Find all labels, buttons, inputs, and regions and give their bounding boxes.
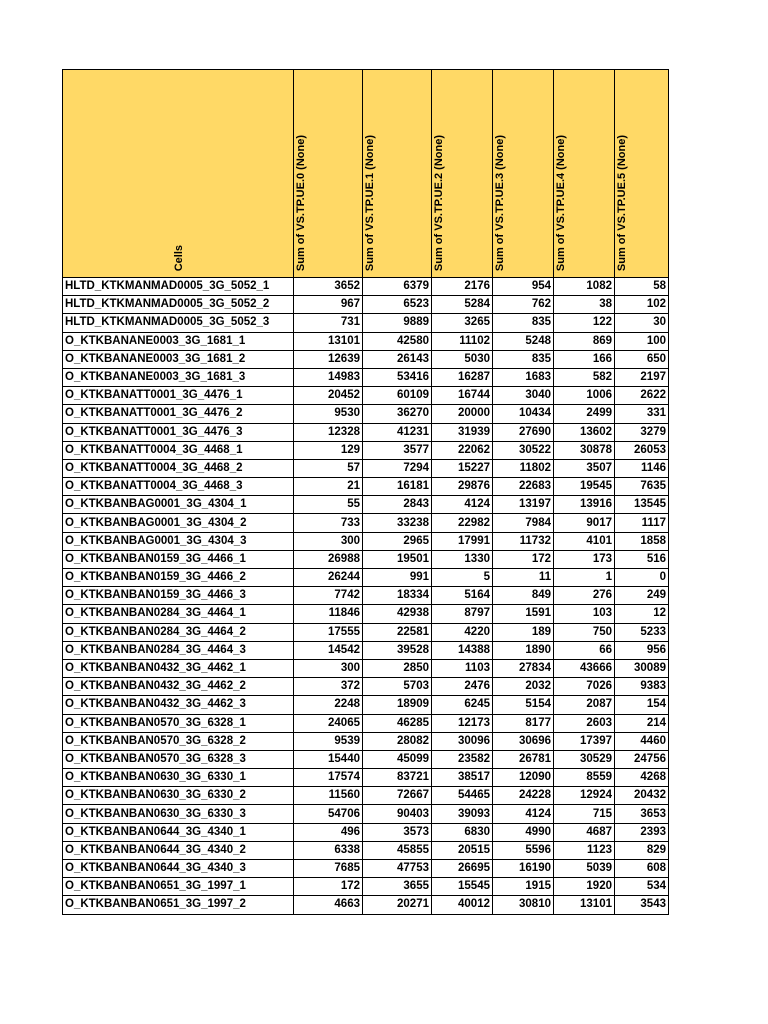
ue4-value: 166 <box>554 350 615 368</box>
ue2-value: 4220 <box>432 623 493 641</box>
ue0-value: 24065 <box>294 714 363 732</box>
ue1-value: 5703 <box>363 678 432 696</box>
ue2-value: 20515 <box>432 841 493 859</box>
ue4-value: 3507 <box>554 459 615 477</box>
cell-name: O_KTKBANBAG0001_3G_4304_2 <box>63 514 294 532</box>
table-row <box>63 587 669 605</box>
ue3-value: 1591 <box>493 605 554 623</box>
table-row <box>63 769 669 787</box>
cell-name: O_KTKBANBAG0001_3G_4304_3 <box>63 532 294 550</box>
ue1-value: 47753 <box>363 860 432 878</box>
ue1-value: 7294 <box>363 459 432 477</box>
ue1-value: 28082 <box>363 732 432 750</box>
column-header-cells <box>63 70 294 278</box>
ue4-value: 1123 <box>554 841 615 859</box>
ue1-value: 42938 <box>363 605 432 623</box>
ue0-value: 26988 <box>294 550 363 568</box>
ue1-value: 53416 <box>363 368 432 386</box>
ue3-value: 24228 <box>493 787 554 805</box>
ue3-value: 954 <box>493 278 554 296</box>
ue3-value: 1683 <box>493 368 554 386</box>
ue2-value: 15227 <box>432 459 493 477</box>
ue1-value: 46285 <box>363 714 432 732</box>
ue5-value: 12 <box>615 605 669 623</box>
ue5-value: 1146 <box>615 459 669 477</box>
ue5-value: 30089 <box>615 659 669 677</box>
ue3-value: 13197 <box>493 496 554 514</box>
ue5-value: 13545 <box>615 496 669 514</box>
header-row <box>63 70 669 278</box>
ue0-value: 172 <box>294 878 363 896</box>
ue0-value: 7685 <box>294 860 363 878</box>
ue1-value: 22581 <box>363 623 432 641</box>
ue1-value: 45099 <box>363 750 432 768</box>
ue4-value: 2087 <box>554 696 615 714</box>
ue4-value: 19545 <box>554 478 615 496</box>
ue4-value: 1082 <box>554 278 615 296</box>
ue0-value: 14542 <box>294 641 363 659</box>
ue3-value: 1890 <box>493 641 554 659</box>
ue0-value: 733 <box>294 514 363 532</box>
ue4-value: 1006 <box>554 387 615 405</box>
ue3-value: 3040 <box>493 387 554 405</box>
ue0-value: 300 <box>294 532 363 550</box>
ue1-value: 991 <box>363 569 432 587</box>
ue3-value: 11802 <box>493 459 554 477</box>
ue2-value: 30096 <box>432 732 493 750</box>
ue4-value: 30878 <box>554 441 615 459</box>
table-row <box>63 696 669 714</box>
ue2-value: 23582 <box>432 750 493 768</box>
column-header-label: Cells <box>173 244 185 271</box>
cell-name: O_KTKBANANE0003_3G_1681_2 <box>63 350 294 368</box>
ue4-value: 750 <box>554 623 615 641</box>
table-row <box>63 368 669 386</box>
ue3-value: 16190 <box>493 860 554 878</box>
ue3-value: 189 <box>493 623 554 641</box>
table-row <box>63 314 669 332</box>
pivot-table <box>62 69 669 915</box>
ue3-value: 835 <box>493 350 554 368</box>
ue1-value: 39528 <box>363 641 432 659</box>
ue4-value: 122 <box>554 314 615 332</box>
ue2-value: 5 <box>432 569 493 587</box>
cell-name: O_KTKBANATT0001_3G_4476_1 <box>63 387 294 405</box>
column-header-ue5 <box>615 70 669 278</box>
ue4-value: 12924 <box>554 787 615 805</box>
cell-name: O_KTKBANBAN0630_3G_6330_2 <box>63 787 294 805</box>
ue1-value: 42580 <box>363 332 432 350</box>
ue0-value: 9539 <box>294 732 363 750</box>
ue0-value: 731 <box>294 314 363 332</box>
ue4-value: 7026 <box>554 678 615 696</box>
ue1-value: 18909 <box>363 696 432 714</box>
ue3-value: 5154 <box>493 696 554 714</box>
ue3-value: 30522 <box>493 441 554 459</box>
ue5-value: 214 <box>615 714 669 732</box>
ue5-value: 9383 <box>615 678 669 696</box>
ue5-value: 20432 <box>615 787 669 805</box>
cell-name: O_KTKBANATT0004_3G_4468_2 <box>63 459 294 477</box>
ue2-value: 2476 <box>432 678 493 696</box>
ue0-value: 21 <box>294 478 363 496</box>
column-header-label: Sum of VS.TP.UE.2 (None) <box>433 134 445 271</box>
ue1-value: 72667 <box>363 787 432 805</box>
ue3-value: 2032 <box>493 678 554 696</box>
table-row <box>63 659 669 677</box>
ue2-value: 3265 <box>432 314 493 332</box>
ue3-value: 4990 <box>493 823 554 841</box>
ue5-value: 3653 <box>615 805 669 823</box>
ue2-value: 26695 <box>432 860 493 878</box>
ue4-value: 869 <box>554 332 615 350</box>
ue4-value: 715 <box>554 805 615 823</box>
cell-name: HLTD_KTKMANMAD0005_3G_5052_2 <box>63 296 294 314</box>
ue2-value: 39093 <box>432 805 493 823</box>
table-row <box>63 405 669 423</box>
table-row <box>63 459 669 477</box>
ue3-value: 27690 <box>493 423 554 441</box>
ue3-value: 4124 <box>493 805 554 823</box>
ue5-value: 2393 <box>615 823 669 841</box>
table-row <box>63 478 669 496</box>
column-header-label: Sum of VS.TP.UE.1 (None) <box>364 134 376 271</box>
ue5-value: 26053 <box>615 441 669 459</box>
ue0-value: 2248 <box>294 696 363 714</box>
ue2-value: 8797 <box>432 605 493 623</box>
table-row <box>63 605 669 623</box>
ue1-value: 26143 <box>363 350 432 368</box>
ue5-value: 331 <box>615 405 669 423</box>
ue5-value: 2197 <box>615 368 669 386</box>
ue2-value: 14388 <box>432 641 493 659</box>
ue0-value: 15440 <box>294 750 363 768</box>
ue0-value: 14983 <box>294 368 363 386</box>
ue0-value: 26244 <box>294 569 363 587</box>
table-row <box>63 550 669 568</box>
ue1-value: 3573 <box>363 823 432 841</box>
table-row <box>63 496 669 514</box>
ue5-value: 3543 <box>615 896 669 914</box>
cell-name: O_KTKBANBAN0644_3G_4340_2 <box>63 841 294 859</box>
table-row <box>63 732 669 750</box>
ue2-value: 1330 <box>432 550 493 568</box>
ue4-value: 5039 <box>554 860 615 878</box>
ue5-value: 249 <box>615 587 669 605</box>
ue5-value: 650 <box>615 350 669 368</box>
ue2-value: 16287 <box>432 368 493 386</box>
ue4-value: 276 <box>554 587 615 605</box>
ue0-value: 300 <box>294 659 363 677</box>
ue5-value: 956 <box>615 641 669 659</box>
column-header-ue3 <box>493 70 554 278</box>
table-row <box>63 787 669 805</box>
ue4-value: 1920 <box>554 878 615 896</box>
cell-name: O_KTKBANBAN0432_3G_4462_1 <box>63 659 294 677</box>
ue2-value: 20000 <box>432 405 493 423</box>
ue5-value: 3279 <box>615 423 669 441</box>
table-row <box>63 641 669 659</box>
cell-name: O_KTKBANBAG0001_3G_4304_1 <box>63 496 294 514</box>
table-row <box>63 714 669 732</box>
ue2-value: 6245 <box>432 696 493 714</box>
ue1-value: 2843 <box>363 496 432 514</box>
table-row <box>63 678 669 696</box>
ue5-value: 4268 <box>615 769 669 787</box>
ue0-value: 57 <box>294 459 363 477</box>
ue0-value: 4663 <box>294 896 363 914</box>
ue0-value: 17574 <box>294 769 363 787</box>
table-row <box>63 532 669 550</box>
table-row <box>63 823 669 841</box>
ue0-value: 54706 <box>294 805 363 823</box>
ue2-value: 16744 <box>432 387 493 405</box>
ue1-value: 19501 <box>363 550 432 568</box>
ue2-value: 22982 <box>432 514 493 532</box>
ue5-value: 5233 <box>615 623 669 641</box>
ue4-value: 4687 <box>554 823 615 841</box>
cell-name: O_KTKBANBAN0570_3G_6328_3 <box>63 750 294 768</box>
ue4-value: 13602 <box>554 423 615 441</box>
ue0-value: 6338 <box>294 841 363 859</box>
ue3-value: 26781 <box>493 750 554 768</box>
ue2-value: 40012 <box>432 896 493 914</box>
ue2-value: 1103 <box>432 659 493 677</box>
ue5-value: 534 <box>615 878 669 896</box>
cell-name: O_KTKBANBAN0159_3G_4466_2 <box>63 569 294 587</box>
ue0-value: 17555 <box>294 623 363 641</box>
ue2-value: 2176 <box>432 278 493 296</box>
ue2-value: 5284 <box>432 296 493 314</box>
ue5-value: 7635 <box>615 478 669 496</box>
ue4-value: 1 <box>554 569 615 587</box>
table-row <box>63 878 669 896</box>
ue5-value: 516 <box>615 550 669 568</box>
ue1-value: 6379 <box>363 278 432 296</box>
ue2-value: 4124 <box>432 496 493 514</box>
ue3-value: 30810 <box>493 896 554 914</box>
cell-name: O_KTKBANBAN0630_3G_6330_3 <box>63 805 294 823</box>
ue1-value: 2850 <box>363 659 432 677</box>
column-header-ue4 <box>554 70 615 278</box>
ue1-value: 83721 <box>363 769 432 787</box>
ue4-value: 17397 <box>554 732 615 750</box>
ue3-value: 12090 <box>493 769 554 787</box>
ue4-value: 4101 <box>554 532 615 550</box>
table-row <box>63 296 669 314</box>
ue4-value: 66 <box>554 641 615 659</box>
ue5-value: 1858 <box>615 532 669 550</box>
cell-name: O_KTKBANBAN0644_3G_4340_1 <box>63 823 294 841</box>
ue5-value: 58 <box>615 278 669 296</box>
ue1-value: 2965 <box>363 532 432 550</box>
ue0-value: 12328 <box>294 423 363 441</box>
column-header-label: Sum of VS.TP.UE.5 (None) <box>616 134 628 271</box>
ue4-value: 103 <box>554 605 615 623</box>
ue2-value: 54465 <box>432 787 493 805</box>
ue5-value: 30 <box>615 314 669 332</box>
ue0-value: 9530 <box>294 405 363 423</box>
table-body <box>63 278 669 915</box>
table-row <box>63 514 669 532</box>
table-row <box>63 350 669 368</box>
ue3-value: 172 <box>493 550 554 568</box>
ue0-value: 12639 <box>294 350 363 368</box>
ue5-value: 24756 <box>615 750 669 768</box>
ue1-value: 20271 <box>363 896 432 914</box>
ue4-value: 2499 <box>554 405 615 423</box>
cell-name: O_KTKBANBAN0159_3G_4466_3 <box>63 587 294 605</box>
cell-name: O_KTKBANBAN0284_3G_4464_1 <box>63 605 294 623</box>
ue0-value: 967 <box>294 296 363 314</box>
column-header-ue2 <box>432 70 493 278</box>
cell-name: O_KTKBANBAN0159_3G_4466_1 <box>63 550 294 568</box>
ue1-value: 3655 <box>363 878 432 896</box>
ue0-value: 55 <box>294 496 363 514</box>
ue3-value: 11732 <box>493 532 554 550</box>
ue5-value: 102 <box>615 296 669 314</box>
ue0-value: 496 <box>294 823 363 841</box>
ue3-value: 8177 <box>493 714 554 732</box>
ue1-value: 33238 <box>363 514 432 532</box>
ue3-value: 7984 <box>493 514 554 532</box>
ue5-value: 2622 <box>615 387 669 405</box>
ue3-value: 10434 <box>493 405 554 423</box>
ue3-value: 27834 <box>493 659 554 677</box>
ue1-value: 6523 <box>363 296 432 314</box>
ue4-value: 43666 <box>554 659 615 677</box>
table-row <box>63 896 669 914</box>
ue0-value: 20452 <box>294 387 363 405</box>
ue0-value: 129 <box>294 441 363 459</box>
ue4-value: 173 <box>554 550 615 568</box>
table-row <box>63 441 669 459</box>
ue0-value: 7742 <box>294 587 363 605</box>
table-row <box>63 841 669 859</box>
ue1-value: 9889 <box>363 314 432 332</box>
ue3-value: 5596 <box>493 841 554 859</box>
ue2-value: 29876 <box>432 478 493 496</box>
ue5-value: 829 <box>615 841 669 859</box>
ue4-value: 38 <box>554 296 615 314</box>
cell-name: O_KTKBANBAN0432_3G_4462_2 <box>63 678 294 696</box>
cell-name: HLTD_KTKMANMAD0005_3G_5052_3 <box>63 314 294 332</box>
table-row <box>63 805 669 823</box>
ue0-value: 3652 <box>294 278 363 296</box>
cell-name: O_KTKBANBAN0651_3G_1997_1 <box>63 878 294 896</box>
ue3-value: 835 <box>493 314 554 332</box>
ue4-value: 2603 <box>554 714 615 732</box>
ue0-value: 11846 <box>294 605 363 623</box>
ue2-value: 6830 <box>432 823 493 841</box>
column-header-ue0 <box>294 70 363 278</box>
ue3-value: 5248 <box>493 332 554 350</box>
ue1-value: 45855 <box>363 841 432 859</box>
cell-name: O_KTKBANBAN0570_3G_6328_1 <box>63 714 294 732</box>
ue0-value: 372 <box>294 678 363 696</box>
ue3-value: 30696 <box>493 732 554 750</box>
ue4-value: 8559 <box>554 769 615 787</box>
ue2-value: 22062 <box>432 441 493 459</box>
ue1-value: 3577 <box>363 441 432 459</box>
ue3-value: 762 <box>493 296 554 314</box>
ue5-value: 0 <box>615 569 669 587</box>
ue3-value: 22683 <box>493 478 554 496</box>
ue4-value: 30529 <box>554 750 615 768</box>
cell-name: HLTD_KTKMANMAD0005_3G_5052_1 <box>63 278 294 296</box>
table-row <box>63 750 669 768</box>
ue1-value: 90403 <box>363 805 432 823</box>
ue2-value: 5164 <box>432 587 493 605</box>
table-row <box>63 569 669 587</box>
cell-name: O_KTKBANATT0001_3G_4476_3 <box>63 423 294 441</box>
ue2-value: 17991 <box>432 532 493 550</box>
ue4-value: 582 <box>554 368 615 386</box>
cell-name: O_KTKBANANE0003_3G_1681_1 <box>63 332 294 350</box>
cell-name: O_KTKBANBAN0630_3G_6330_1 <box>63 769 294 787</box>
column-header-ue1 <box>363 70 432 278</box>
cell-name: O_KTKBANATT0001_3G_4476_2 <box>63 405 294 423</box>
ue5-value: 4460 <box>615 732 669 750</box>
cell-name: O_KTKBANBAN0284_3G_4464_3 <box>63 641 294 659</box>
ue1-value: 18334 <box>363 587 432 605</box>
ue2-value: 31939 <box>432 423 493 441</box>
table-row <box>63 332 669 350</box>
cell-name: O_KTKBANBAN0432_3G_4462_3 <box>63 696 294 714</box>
column-header-label: Sum of VS.TP.UE.4 (None) <box>555 134 567 271</box>
ue0-value: 13101 <box>294 332 363 350</box>
ue5-value: 1117 <box>615 514 669 532</box>
ue1-value: 36270 <box>363 405 432 423</box>
table-row <box>63 623 669 641</box>
ue2-value: 5030 <box>432 350 493 368</box>
cell-name: O_KTKBANATT0004_3G_4468_3 <box>63 478 294 496</box>
ue1-value: 41231 <box>363 423 432 441</box>
cell-name: O_KTKBANBAN0651_3G_1997_2 <box>63 896 294 914</box>
table-row <box>63 423 669 441</box>
ue5-value: 154 <box>615 696 669 714</box>
table-row <box>63 860 669 878</box>
ue3-value: 849 <box>493 587 554 605</box>
ue5-value: 100 <box>615 332 669 350</box>
table-row <box>63 278 669 296</box>
ue2-value: 15545 <box>432 878 493 896</box>
ue1-value: 60109 <box>363 387 432 405</box>
ue4-value: 13916 <box>554 496 615 514</box>
ue4-value: 9017 <box>554 514 615 532</box>
ue2-value: 38517 <box>432 769 493 787</box>
column-header-label: Sum of VS.TP.UE.0 (None) <box>295 134 307 271</box>
ue3-value: 11 <box>493 569 554 587</box>
table-row <box>63 387 669 405</box>
cell-name: O_KTKBANBAN0284_3G_4464_2 <box>63 623 294 641</box>
ue2-value: 12173 <box>432 714 493 732</box>
cell-name: O_KTKBANATT0004_3G_4468_1 <box>63 441 294 459</box>
ue5-value: 608 <box>615 860 669 878</box>
ue3-value: 1915 <box>493 878 554 896</box>
ue2-value: 11102 <box>432 332 493 350</box>
ue0-value: 11560 <box>294 787 363 805</box>
cell-name: O_KTKBANBAN0570_3G_6328_2 <box>63 732 294 750</box>
ue1-value: 16181 <box>363 478 432 496</box>
cell-name: O_KTKBANBAN0644_3G_4340_3 <box>63 860 294 878</box>
column-header-label: Sum of VS.TP.UE.3 (None) <box>494 134 506 271</box>
cell-name: O_KTKBANANE0003_3G_1681_3 <box>63 368 294 386</box>
ue4-value: 13101 <box>554 896 615 914</box>
